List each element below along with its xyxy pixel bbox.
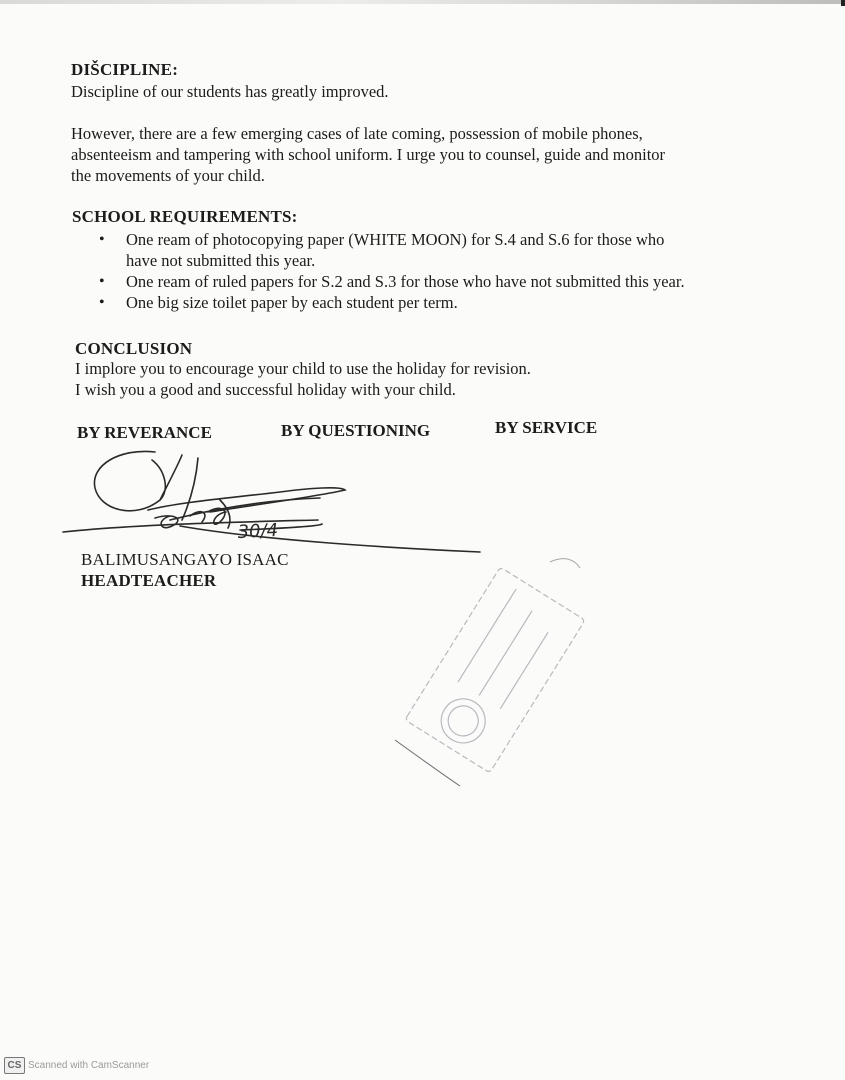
scan-corner-mark <box>841 0 845 6</box>
scanner-watermark <box>4 1057 149 1074</box>
signature-date-mark: 30/4 <box>237 519 279 543</box>
however-line: absenteeism and tampering with school uniform. I urge you to counsel, guide and monitor <box>71 145 666 164</box>
discipline-text: Discipline of our students has greatly improved. <box>71 82 389 101</box>
however-line: the movements of your child. <box>71 166 265 185</box>
conclusion-text <box>75 358 531 400</box>
conclusion-heading: CONCLUSION <box>75 339 193 358</box>
faded-school-stamp <box>390 550 600 790</box>
signatory-name: BALIMUSANGAYO ISAAC <box>81 550 289 569</box>
requirement-line: One ream of ruled papers for S.2 and S.3 for those who have not submitted this year. <box>126 272 685 291</box>
camscanner-logo: CS <box>4 1057 25 1074</box>
however-paragraph <box>71 123 741 186</box>
however-line: However, there are a few emerging cases of late coming, possession of mobile phones, <box>71 124 643 143</box>
discipline-heading: DIŠCIPLINE: <box>71 60 179 79</box>
requirements-list <box>96 229 746 313</box>
requirement-item <box>96 292 746 313</box>
bullet-icon: • <box>99 273 105 290</box>
motto-reverance: BY REVERANCE <box>77 423 212 442</box>
bullet-icon: • <box>99 294 105 311</box>
motto-service: BY SERVICE <box>495 418 598 437</box>
requirement-line: One ream of photocopying paper (WHITE MOON) for S.4 and S.6 for those who <box>126 230 665 249</box>
conclusion-line: I wish you a good and successful holiday with your child. <box>75 380 456 399</box>
bullet-icon: • <box>99 231 105 248</box>
requirement-item <box>96 229 746 271</box>
requirement-item <box>96 271 746 292</box>
scanner-text: Scanned with CamScanner <box>28 1060 150 1071</box>
requirement-line: have not submitted this year. <box>126 251 316 270</box>
scan-top-edge <box>0 0 845 4</box>
requirement-line: One big size toilet paper by each student per term. <box>126 293 458 312</box>
conclusion-line: I implore you to encourage your child to use the holiday for revision. <box>75 359 531 378</box>
motto-questioning: BY QUESTIONING <box>281 421 431 440</box>
signatory-title: HEADTEACHER <box>81 571 217 590</box>
requirements-heading: SCHOOL REQUIREMENTS: <box>72 207 298 226</box>
